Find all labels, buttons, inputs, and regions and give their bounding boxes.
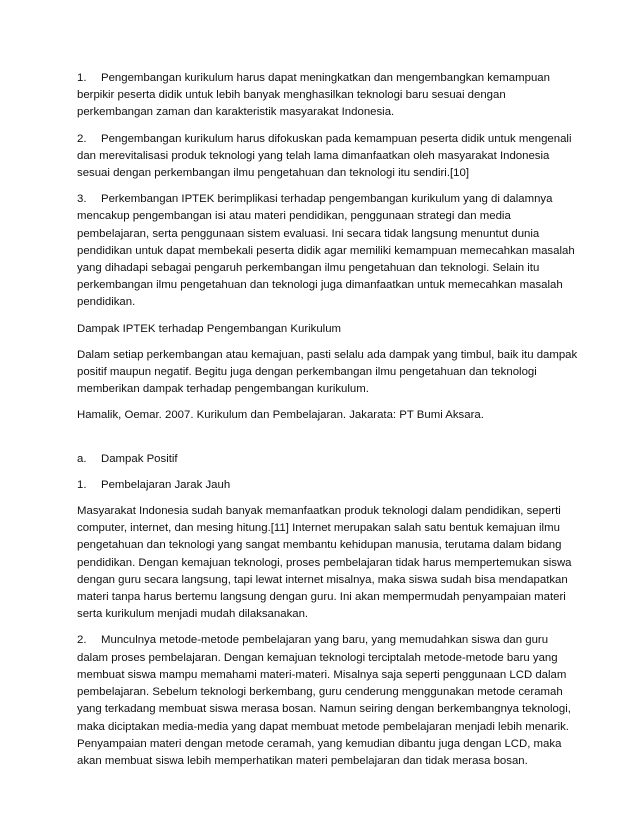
paragraph-text: Pengembangan kurikulum harus dapat meningkatkan dan mengembangkan kemampuan berpikir peserta didik untuk lebih banyak menghasilkan teknologi baru sesuai dengan perkembangan zaman dan karakteristik masyarakat Indonesia. bbox=[77, 72, 550, 119]
list-number: 3. bbox=[77, 193, 87, 206]
subheading-pembelajaran-jarak-jauh bbox=[77, 477, 578, 494]
paragraph-text: Dampak Positif bbox=[101, 452, 178, 465]
numbered-paragraph-3 bbox=[77, 191, 578, 311]
paragraph-text: Munculnya metode-metode pembelajaran yang baru, yang memudahkan siswa dan guru dalam proses pembelajaran. Dengan kemajuan teknologi terciptalah metode-metode baru yang membuat siswa mampu memahami materi-materi. Misalnya saja seperti penggunaan LCD dalam pembelajaran. Sebelum teknologi berkembang, guru cenderung menggunakan metode ceramah yang terkadang membuat siswa merasa bosan. Namun seiring dengan berkembangnya teknologi, maka diciptakan media-media yang dapat membuat metode pembelajaran menjadi lebih menarik. Penyampaian materi dengan metode ceramah, yang kemudian dibantu juga dengan LCD, maka akan membuat siswa lebih memperhatikan materi pembelajaran dan tidak merasa bosan. bbox=[77, 634, 571, 767]
numbered-paragraph-1 bbox=[77, 70, 578, 122]
paragraph-text: Dalam setiap perkembangan atau kemajuan, pasti selalu ada dampak yang timbul, baik itu dampak positif maupun negatif. Begitu juga dengan perkembangan ilmu pengetahuan dan teknologi memberikan dampak terhadap pengembangan kurikulum. bbox=[77, 348, 578, 396]
paragraph-text: Pengembangan kurikulum harus difokuskan pada kemampuan peserta didik untuk mengenali dan merevitalisasi produk teknologi yang telah lama dimanfaatkan oleh masyarakat Indonesia sesuai dengan perkembangan ilmu pengetahuan dan teknologi itu sendiri.[10] bbox=[77, 132, 572, 180]
list-letter: a. bbox=[77, 452, 87, 465]
paragraph-text: Masyarakat Indonesia sudah banyak memanfaatkan produk teknologi dalam pendidikan, seperti computer, internet, dan mesing hitung.[11] Internet merupakan salah satu bentuk kemajuan ilmu pengetahuan dan teknologi yang sangat membantu kehidupan manusia, terutama dalam bidang pendidikan. Dengan kemajuan teknologi, proses pembelajaran tidak harus mempertemukan siswa dengan guru secara langsung, tapi lewat internet misalnya, maka siswa sudah bisa mendapatkan materi tanpa harus bertemu langsung dengan guru. Ini akan mempermudah penyampaian materi serta kurikulum menjadi mudah dilaksanakan. bbox=[77, 505, 572, 621]
numbered-paragraph-metode bbox=[77, 632, 578, 770]
paragraph-text: Hamalik, Oemar. 2007. Kurikulum dan Pembelajaran. Jakarata: PT Bumi Aksara. bbox=[77, 409, 484, 422]
paragraph-text: Perkembangan IPTEK berimplikasi terhadap pengembangan kurikulum yang di dalamnya mencakup pengembangan isi atau materi pendidikan, penggunaan strategi dan media pembelajaran, serta penggunaan sistem evaluasi. Ini secara tidak langsung menuntut dunia pendidikan untuk dapat membekali peserta didik agar memiliki kemampuan memecahkan masalah yang dihadapi sebagai pengaruh perkembangan ilmu pengetahuan dan teknologi. Selain itu perkembangan ilmu pengetahuan dan teknologi juga dimanfaatkan untuk memecahkan masalah pendidikan. bbox=[77, 193, 575, 309]
paragraph-text: Dampak IPTEK terhadap Pengembangan Kurikulum bbox=[77, 322, 342, 335]
section-heading-dampak bbox=[77, 321, 578, 338]
paragraph-text: Pembelajaran Jarak Jauh bbox=[101, 478, 231, 491]
list-number: 1. bbox=[77, 72, 87, 84]
body-paragraph bbox=[77, 503, 578, 623]
intro-paragraph bbox=[77, 347, 578, 399]
list-number: 2. bbox=[77, 634, 87, 647]
blank-line bbox=[77, 434, 578, 451]
list-number: 1. bbox=[77, 478, 87, 491]
list-number: 2. bbox=[77, 132, 87, 145]
numbered-paragraph-2 bbox=[77, 131, 578, 183]
subheading-dampak-positif bbox=[77, 451, 578, 468]
citation bbox=[77, 407, 578, 424]
